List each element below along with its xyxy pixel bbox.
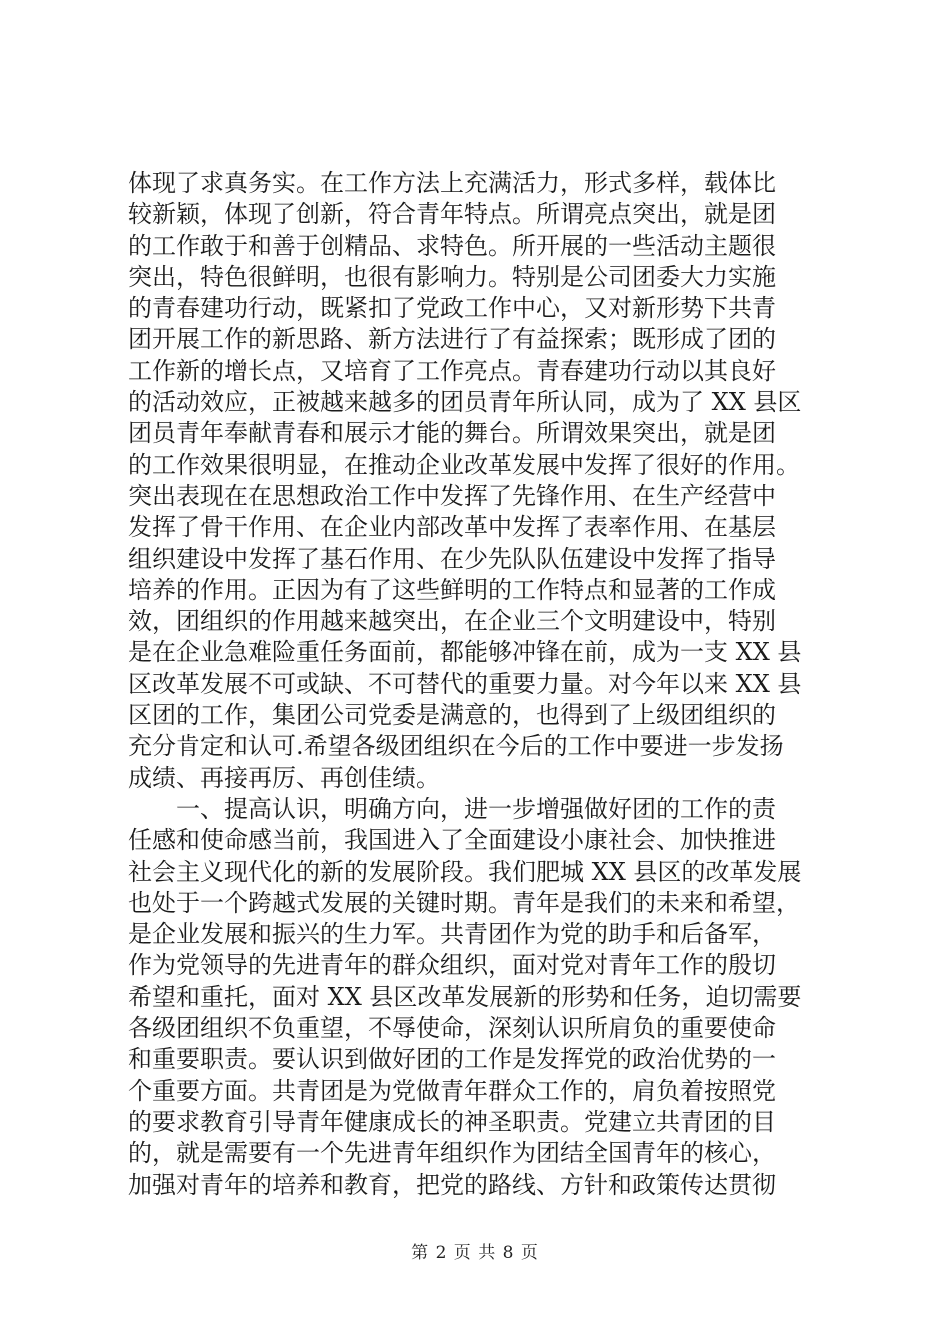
text-line: 希望和重托，面对 XX 县区改革发展新的形势和任务，迫切需要 <box>128 982 802 1011</box>
text-line: 突出，特色很鲜明，也很有影响力。特别是公司团委大力实施 <box>128 262 776 291</box>
text-line: 社会主义现代化的新的发展阶段。我们肥城 XX 县区的改革发展 <box>128 857 802 886</box>
text-line: 组织建设中发挥了基石作用、在少先队队伍建设中发挥了指导 <box>128 544 776 573</box>
text-line: 充分肯定和认可.希望各级团组织在今后的工作中要进一步发扬 <box>128 732 784 761</box>
text-line: 加强对青年的培养和教育，把党的路线、方针和政策传达贯彻 <box>128 1170 776 1199</box>
text-line: 团员青年奉献青春和展示才能的舞台。所谓效果突出，就是团 <box>128 419 776 448</box>
text-line: 也处于一个跨越式发展的关键时期。青年是我们的未来和希望， <box>128 888 800 917</box>
body-text <box>128 168 828 1201</box>
text-line: 培养的作用。正因为有了这些鲜明的工作特点和显著的工作成 <box>128 575 776 604</box>
text-line: 较新颖，体现了创新，符合青年特点。所谓亮点突出，就是团 <box>128 200 776 229</box>
text-line: 成绩、再接再厉、再创佳绩。 <box>128 763 440 792</box>
text-line: 任感和使命感当前，我国进入了全面建设小康社会、加快推进 <box>128 826 776 855</box>
text-line: 的要求教育引导青年健康成长的神圣职责。党建立共青团的目 <box>128 1107 776 1136</box>
text-line: 体现了求真务实。在工作方法上充满活力，形式多样，载体比 <box>128 169 776 197</box>
text-line: 区改革发展不可或缺、不可替代的重要力量。对今年以来 XX 县 <box>128 669 802 698</box>
text-line: 的工作敢于和善于创精品、求特色。所开展的一些活动主题很 <box>128 231 776 260</box>
text-line: 各级团组织不负重望，不辱使命，深刻认识所肩负的重要使命 <box>128 1014 776 1043</box>
text-line: 工作新的增长点，又培育了工作亮点。青春建功行动以其良好 <box>128 356 776 385</box>
page-number-footer: 第 2 页 共 8 页 <box>411 1243 539 1263</box>
text-line: 是企业发展和振兴的生力军。共青团作为党的助手和后备军， <box>128 920 776 949</box>
text-line: 的活动效应，正被越来越多的团员青年所认同，成为了 XX 县区 <box>128 388 802 417</box>
text-line: 的工作效果很明显，在推动企业改革发展中发挥了很好的作用。 <box>128 450 800 479</box>
text-line: 作为党领导的先进青年的群众组织，面对党对青年工作的殷切 <box>128 951 776 980</box>
text-line: 突出表现在在思想政治工作中发挥了先锋作用、在生产经营中 <box>128 481 776 510</box>
text-line: 个重要方面。共青团是为党做青年群众工作的，肩负着按照党 <box>128 1076 776 1105</box>
text-line: 一、提高认识，明确方向，进一步增强做好团的工作的责 <box>128 794 776 823</box>
text-line: 和重要职责。要认识到做好团的工作是发挥党的政治优势的一 <box>128 1045 776 1074</box>
text-line: 团开展工作的新思路、新方法进行了有益探索；既形成了团的 <box>128 325 776 354</box>
text-line: 的，就是需要有一个先进青年组织作为团结全国青年的核心， <box>128 1139 776 1168</box>
text-line: 效，团组织的作用越来越突出，在企业三个文明建设中，特别 <box>128 607 776 636</box>
text-line: 区团的工作，集团公司党委是满意的，也得到了上级团组织的 <box>128 701 776 730</box>
text-line: 发挥了骨干作用、在企业内部改革中发挥了表率作用、在基层 <box>128 513 776 542</box>
text-line: 的青春建功行动，既紧扣了党政工作中心，又对新形势下共青 <box>128 294 776 323</box>
text-line: 是在企业急难险重任务面前，都能够冲锋在前，成为一支 XX 县 <box>128 638 802 667</box>
